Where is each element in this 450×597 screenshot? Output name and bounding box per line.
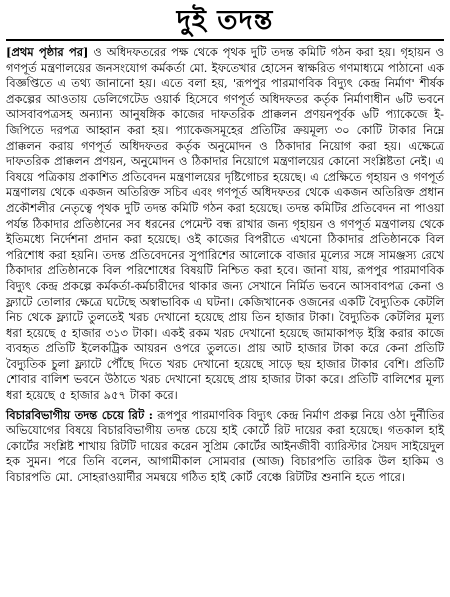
paragraph-2-body: রূপপুর পারমাণবিক বিদ্যুৎ কেন্দ্র নির্মাণ প্রকল্প নিয়ে ওঠা দুর্নীতির অভিযোগের বিষয়ে বিচারবিভাগীয় তদন্ত চেয়ে হাই কোর্টে রিট দায়ের করা হয়েছে। গতকাল হাই কোর্টের সংশ্লিষ্ট শাখায় রিটটি দায়ের করেন সুপ্রিম কোর্টের আইনজীবী ব্যারিস্টার সৈয়দ সাইয়েদুল হক সুমন। পরে তিনি বলেন, আগামীকাল সোমবার (আজ) বিচারপতি তারিক উল হাকিম ও বিচারপতি মো. সোহরাওয়ার্দীর সমন্বয়ে গঠিত হাই কোর্ট বেঞ্চে রিটটির শুনানি হতে পারে।	[6, 407, 444, 485]
article-headline: দুই তদন্ত	[176, 5, 274, 36]
continuation-marker: [প্রথম পৃষ্ঠার পর]	[6, 45, 89, 59]
article-paragraph-1	[6, 45, 444, 404]
headline-divider	[6, 39, 444, 41]
subheading-writ: বিচারবিভাগীয় তদন্ত চেয়ে রিট :	[6, 407, 153, 422]
article-paragraph-2	[6, 408, 444, 486]
paragraph-1-body: ও অধিদফতরের পক্ষ থেকে পৃথক দুটি তদন্ত কমিটি গঠন করা হয়। গৃহায়ন ও গণপূর্ত মন্ত্রণালয়ের জনসংযোগ কর্মকর্তা মো. ইফতেখার হোসেন স্বাক্ষরিত গণমাধ্যমে পাঠানো এক বিজ্ঞপ্তিতে এ তথ্য জানানো হয়। এতে বলা হয়, 'রূপপুর পারমাণবিক বিদ্যুৎ কেন্দ্র নির্মাণ' শীর্ষক প্রকল্পের আওতায় ডেলিগেটেড ওয়ার্ক হিসেবে গণপূর্ত অধিদফতর কর্তৃক নির্মাণাধীন ৬টি ভবনে আসবাবপত্রসহ অন্যান্য আনুষঙ্গিক কাজের দাফতরিক প্রাক্কলন প্রণয়নপূর্বক ৬টি প্যাকেজে ই-জিপিতে দরপত্র আহ্বান করা হয়। প্যাকেজসমূহের প্রতিটির ক্রয়মূল্য ৩০ কোটি টাকার নিম্নে প্রাক্কলন করায় গণপূর্ত অধিদফতর কর্তৃক অনুমোদন ও ঠিকাদার নিয়োগ করা হয়। এক্ষেত্রে দাফতরিক প্রাক্কলন প্রণয়ন, অনুমোদন ও ঠিকাদার নিয়োগে মন্ত্রণালয়ের কোনো সংশ্লিষ্টতা নেই। এ বিষয়ে পত্রিকায় প্রকাশিত প্রতিবেদন মন্ত্রণালয়ের দৃষ্টিগোচর হয়েছে। এ প্রেক্ষিতে গৃহায়ন ও গণপূর্ত মন্ত্রণালয় থেকে একজন অতিরিক্ত সচিব এবং গণপূর্ত অধিদফতর থেকে একজন অতিরিক্ত প্রধান প্রকৌশলীর নেতৃত্বে পৃথক দুটি তদন্ত কমিটি গঠন করা হয়েছে। তদন্ত কমিটির প্রতিবেদন না পাওয়া পর্যন্ত ঠিকাদার প্রতিষ্ঠানের সব ধরনের পেমেন্ট বন্ধ রাখার জন্য গৃহায়ন ও গণপূর্ত মন্ত্রণালয় থেকে ইতিমধ্যে নির্দেশনা প্রদান করা হয়েছে। ওই কাজের বিপরীতে এখনো ঠিকাদার প্রতিষ্ঠানকে বিল পরিশোধ করা হয়নি। তদন্ত প্রতিবেদনের সুপারিশের আলোকে বাজার মূল্যের সঙ্গে সামঞ্জস্য রেখে ঠিকাদার প্রতিষ্ঠানকে বিল পরিশোধের বিষয়টি নিশ্চিত করা হবে। জানা যায়, রূপপুর পারমাণবিক বিদ্যুৎ কেন্দ্র প্রকল্পে কর্মকর্তা-কর্মচারীদের থাকার জন্য সেখানে নির্মিত ভবনে আসবাবপত্র কেনা ও ফ্ল্যাটে তোলার ক্ষেত্রে ঘটেছে অস্বাভাবিক এ ঘটনা। কেজিখানেক ওজনের একটি বৈদ্যুতিক কেটলি নিচ থেকে ফ্ল্যাটে তুলতেই খরচ দেখানো হয়েছে প্রায় তিন হাজার টাকা। বৈদ্যুতিক কেটলির মূল্য ধরা হয়েছে ৫ হাজার ৩১৩ টাকা। একই রকম খরচ দেখানো হয়েছে জামাকাপড় ইস্ত্রি করার কাজে ব্যবহৃত প্রতিটি ইলেকট্রিক আয়রন ওপরে তুলতে। প্রায় আট হাজার টাকা করে কেনা প্রতিটি বৈদ্যুতিক চুলা ফ্ল্যাটে পৌঁছে দিতে খরচ দেখানো হয়েছে সাড়ে ছয় হাজার টাকার বেশি। প্রতিটি শোবার বালিশ ভবনে উঠাতে খরচ দেখানো হয়েছে প্রায় হাজার টাকা করে। প্রতিটি বালিশের মূল্য ধরা হয়েছে ৫ হাজার ৯৫৭ টাকা করে।	[6, 45, 444, 403]
